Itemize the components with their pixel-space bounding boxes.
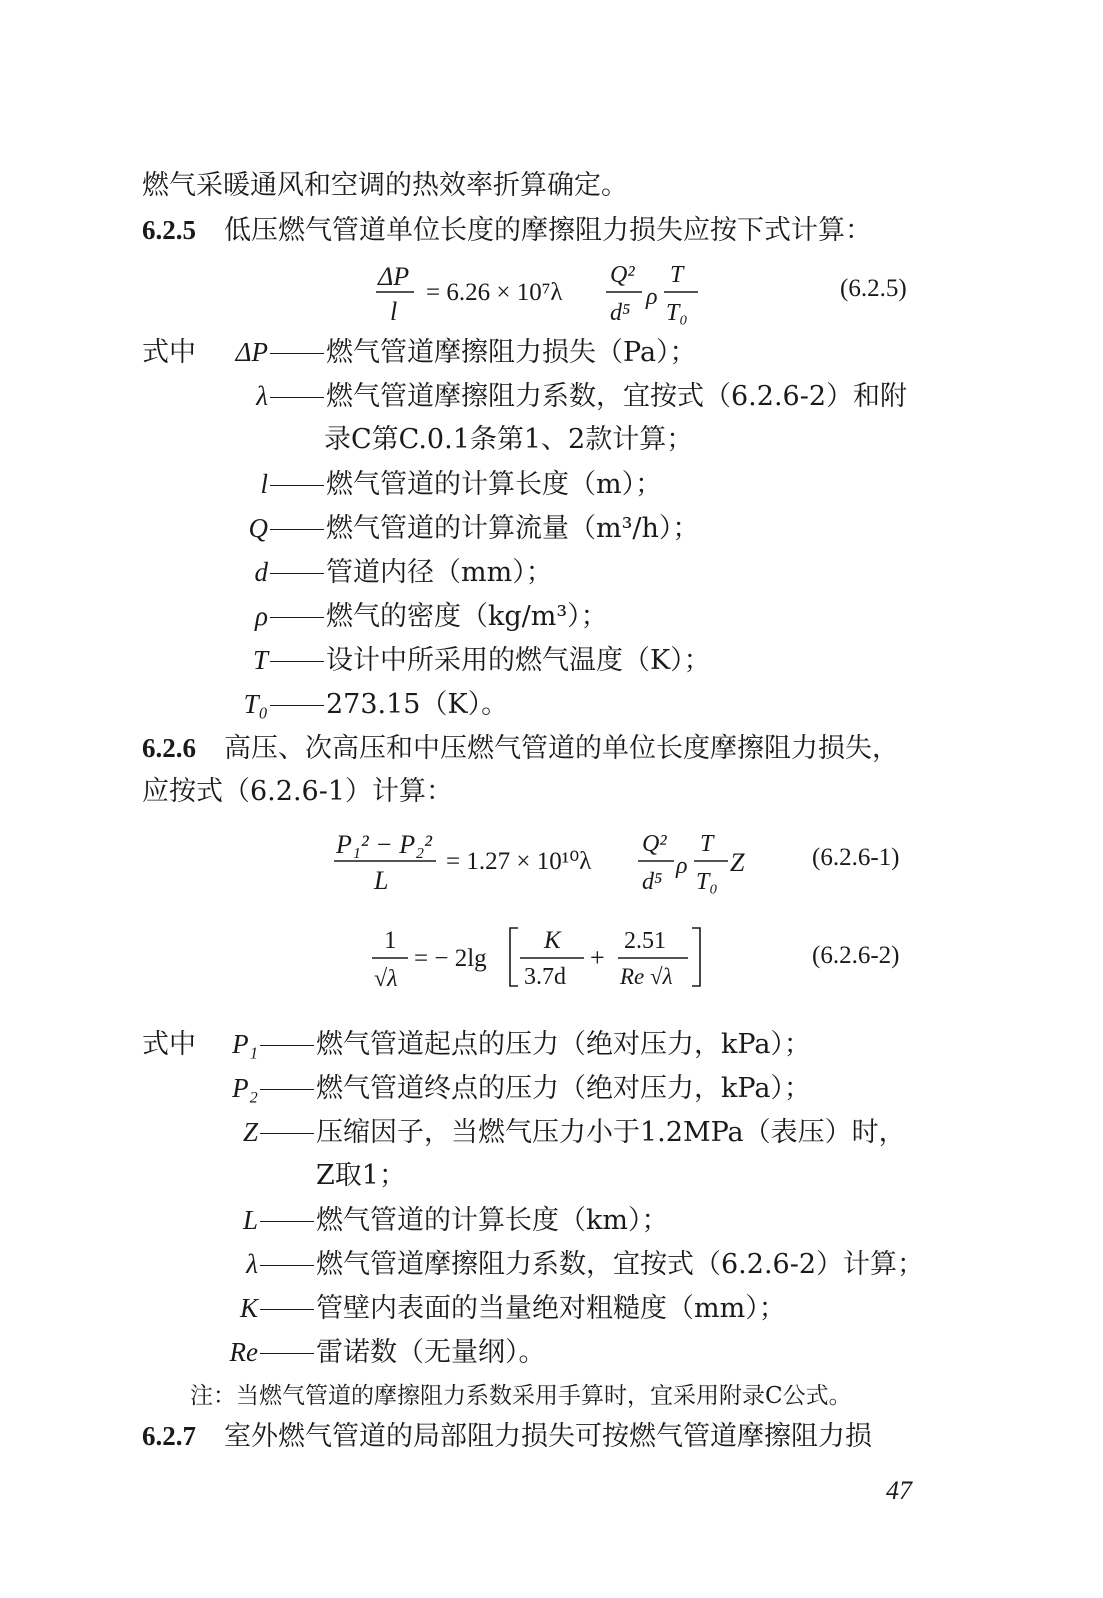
definition-symbol: Re [229,1337,258,1367]
clause-text: 低压燃气管道单位长度的摩擦阻力损失应按下式计算： [224,215,872,246]
formula-c: 2.51 [624,928,666,954]
formula-c-denominator: Re √λ [620,964,673,989]
definition-symbol: ρ [255,601,268,631]
em-dash [270,529,324,530]
em-dash [270,617,324,618]
definition-row [142,1114,906,1151]
clause-6-2-7 [142,1418,872,1455]
definition-text: 燃气管道的计算流量（m³/h）； [326,513,700,544]
clause-continuation: 应按式（6.2.6-1）计算： [142,776,454,807]
definition-row [142,1026,811,1063]
definition-text: 管壁内表面的当量绝对粗糙度（mm）； [316,1293,786,1324]
formula-lhs-numerator: P₁² − P₂² [336,830,432,859]
definition-row [142,554,553,591]
definition-text: 雷诺数（无量纲）。 [316,1337,546,1368]
em-dash [260,1353,314,1354]
equation-number: (6.2.6-2) [812,942,900,969]
formula-lhs-numerator: 1 [384,927,397,954]
definition-text: 燃气管道摩擦阻力系数，宜按式（6.2.6-2）计算； [316,1249,925,1280]
clause-6-2-6 [142,730,899,767]
definition-symbol: Z [242,1117,258,1147]
em-dash [270,705,324,706]
definition-row [142,1334,546,1371]
formula-lhs-numerator: ΔP [378,262,410,291]
definition-row [142,510,699,547]
definition-text: 燃气管道摩擦阻力系数，宜按式（6.2.6-2）和附 [326,381,908,412]
definition-text: 燃气管道的计算长度（km）； [316,1205,669,1236]
formula-q: Q² [642,831,667,857]
formula-lhs-denominator: √λ [374,966,398,992]
page-number: 47 [886,1476,912,1505]
em-dash [260,1133,314,1134]
definition-row [142,1246,924,1283]
em-dash [260,1221,314,1222]
formula-t0: T₀ [666,300,688,326]
formula-q: Q² [610,262,635,288]
definition-symbol: P₂ [232,1073,258,1103]
em-dash [270,353,324,354]
definition-symbol: ΔP [235,337,268,367]
em-dash [260,1089,314,1090]
definition-continuation: 录C第C.0.1条第1、2款计算； [324,424,694,455]
definition-row [142,466,662,503]
equation-number: (6.2.6-1) [812,844,900,871]
formula-t: T [700,831,714,857]
em-dash [260,1309,314,1310]
formula-lhs-denominator: l [390,297,398,326]
definition-text: 273.15（K）。 [326,689,509,720]
definition-text: 燃气管道起点的压力（绝对压力，kPa）； [316,1029,811,1060]
em-dash [270,397,324,398]
formula-t0: T₀ [696,869,718,895]
clause-text: 室外燃气管道的局部阻力损失可按燃气管道摩擦阻力损 [224,1421,872,1452]
where-label: 式中 [142,1029,196,1060]
clause-6-2-5 [142,212,872,249]
definition-text: 燃气管道摩擦阻力损失（Pa）； [326,337,697,368]
formula-rho: ρ [676,853,688,879]
em-dash [260,1265,314,1266]
definition-symbol: L [242,1205,258,1235]
definition-text: 燃气管道终点的压力（绝对压力，kPa）； [316,1073,811,1104]
definition-row [142,378,907,415]
formula-6-2-5 [370,258,710,328]
definition-symbol: P₁ [232,1029,258,1059]
formula-k-denominator: 3.7d [524,964,566,990]
clause-number: 6.2.7 [142,1421,196,1451]
formula-rhs-coefficient: = − 2lg [414,945,487,972]
formula-d: d⁵ [642,869,663,895]
definition-text: 燃气管道的计算长度（m）； [326,469,663,500]
clause-text: 高压、次高压和中压燃气管道的单位长度摩擦阻力损失， [224,733,899,764]
definition-symbol: Q [248,513,268,543]
em-dash [270,485,324,486]
formula-rho: ρ [646,284,658,310]
definition-row [142,334,697,371]
formula-d: d⁵ [610,300,631,326]
em-dash [260,1045,314,1046]
definition-row [142,686,508,723]
formula-t: T [670,262,684,288]
formula-6-2-6-2 [368,920,718,1000]
clause-number: 6.2.6 [142,733,196,763]
definition-symbol: λ [256,381,268,411]
formula-lhs-denominator: L [374,866,389,895]
formula-6-2-6-1 [332,826,762,898]
definition-symbol: T₀ [243,689,268,719]
definition-text: 燃气的密度（kg/m³）； [326,601,608,632]
text-line: 燃气采暖通风和空调的热效率折算确定。 [142,170,628,201]
formula-plus: + [590,943,605,972]
formula-z: Z [730,848,745,877]
formula-k: K [544,927,561,954]
definition-symbol: K [239,1293,258,1323]
definition-row [142,1202,668,1239]
em-dash [270,573,324,574]
formula-rhs-coefficient: = 1.27 × 10¹⁰λ [446,848,592,875]
definition-row [142,1290,786,1327]
formula-rhs-coefficient: = 6.26 × 10⁷λ [426,279,563,306]
definition-text: 设计中所采用的燃气温度（K）； [326,645,711,676]
definition-symbol: l [260,469,268,499]
equation-number: (6.2.5) [840,275,907,302]
definition-text: 管道内径（mm）； [326,557,553,588]
where-label: 式中 [142,337,196,368]
clause-number: 6.2.5 [142,215,196,245]
definition-symbol: T [252,645,268,675]
definition-row [142,642,711,679]
em-dash [270,661,324,662]
definition-symbol: d [254,557,268,587]
note: 注：当燃气管道的摩擦阻力系数采用手算时，宜采用附录C公式。 [190,1383,852,1409]
definition-row [142,1070,811,1107]
definition-text: 压缩因子，当燃气压力小于1.2MPa（表压）时， [316,1117,906,1148]
definition-continuation: Z取1； [316,1160,406,1191]
definition-symbol: λ [246,1249,258,1279]
definition-row [142,598,608,635]
